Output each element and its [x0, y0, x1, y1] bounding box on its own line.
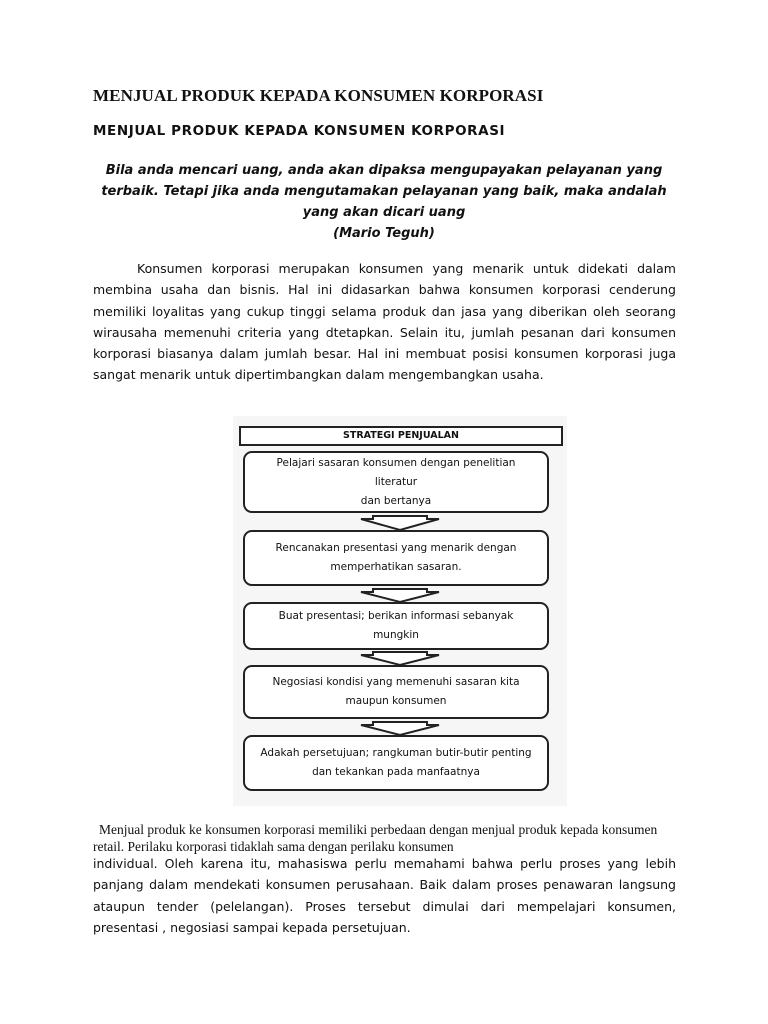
step-text: dan bertanya — [360, 494, 432, 507]
step-text: Rencanakan presentasi yang menarik dengan — [275, 542, 517, 554]
paragraph-conclusion: individual. Oleh karena itu, mahasiswa perlu memahami bahwa perlu proses yang lebih panjang dalam mendekati konsumen perusahaan. Baik dalam proses penawaran langsung ataupun tender (pelelangan). Proses tersebut dimulai dari mempelajari konsumen, presentasi , negosiasi sampai kepada persetujuan. — [93, 856, 676, 935]
arrow-down-icon — [361, 652, 439, 665]
step-text: Adakah persetujuan; rangkuman butir-butir penting — [260, 747, 532, 759]
step-box-4 — [243, 665, 549, 719]
document-title: MENJUAL PRODUK KEPADA KONSUMEN KORPORASI — [93, 86, 544, 105]
step-text: Negosiasi kondisi yang memenuhi sasaran kita — [272, 676, 520, 688]
paragraph-intro-text: Konsumen korporasi merupakan konsumen yang menarik untuk didekati dalam membina usaha dan bisnis. Hal ini didasarkan bahwa konsumen korporasi cenderung memiliki loyalitas yang cukup tinggi selama produk dan jasa yang diberikan oleh seorang wirausaha memenuhi criteria yang dtetapkan. Selain itu, jumlah pesanan dari konsumen korporasi biasanya dalam jumlah besar. Hal ini membuat posisi konsumen korporasi juga sangat menarik untuk dipertimbangkan dalam mengembangkan usaha. — [93, 261, 676, 383]
quote-author: (Mario Teguh) — [333, 226, 435, 241]
quote-text: Bila anda mencari uang, anda akan dipaksa mengupayakan pelayanan yang terbaik. Tetapi jika anda mengutamakan pelayanan yang baik, maka andalah yang akan dicari uang — [101, 163, 667, 220]
arrow-down-icon — [361, 722, 439, 735]
paragraph-comparison — [93, 822, 683, 855]
step-text: Buat presentasi; berikan informasi sebanyak mungkin — [278, 610, 514, 641]
step-text: Pelajari sasaran konsumen dengan penelitian literatur — [276, 456, 516, 488]
arrow-down-icon — [361, 516, 439, 530]
paragraph-comparison-text: Menjual produk ke konsumen korporasi memiliki perbedaan dengan menjual produk kepada konsumen retail. Perilaku korporasi tidaklah sama dengan perilaku konsumen — [93, 822, 658, 854]
step-box-2 — [243, 530, 549, 586]
paragraph-intro — [93, 258, 676, 386]
section-heading: MENJUAL PRODUK KEPADA KONSUMEN KORPORASI — [93, 123, 506, 139]
step-text: maupun konsumen — [345, 695, 447, 707]
step-box-5 — [243, 735, 549, 791]
step-box-1 — [243, 451, 549, 513]
step-text: memperhatikan sasaran. — [330, 561, 462, 573]
sales-strategy-diagram — [233, 416, 567, 806]
diagram-title: STRATEGI PENJUALAN — [239, 426, 563, 446]
arrow-down-icon — [361, 589, 439, 602]
quote-block — [93, 160, 675, 244]
step-text: dan tekankan pada manfaatnya — [312, 766, 480, 778]
step-box-3 — [243, 602, 549, 650]
